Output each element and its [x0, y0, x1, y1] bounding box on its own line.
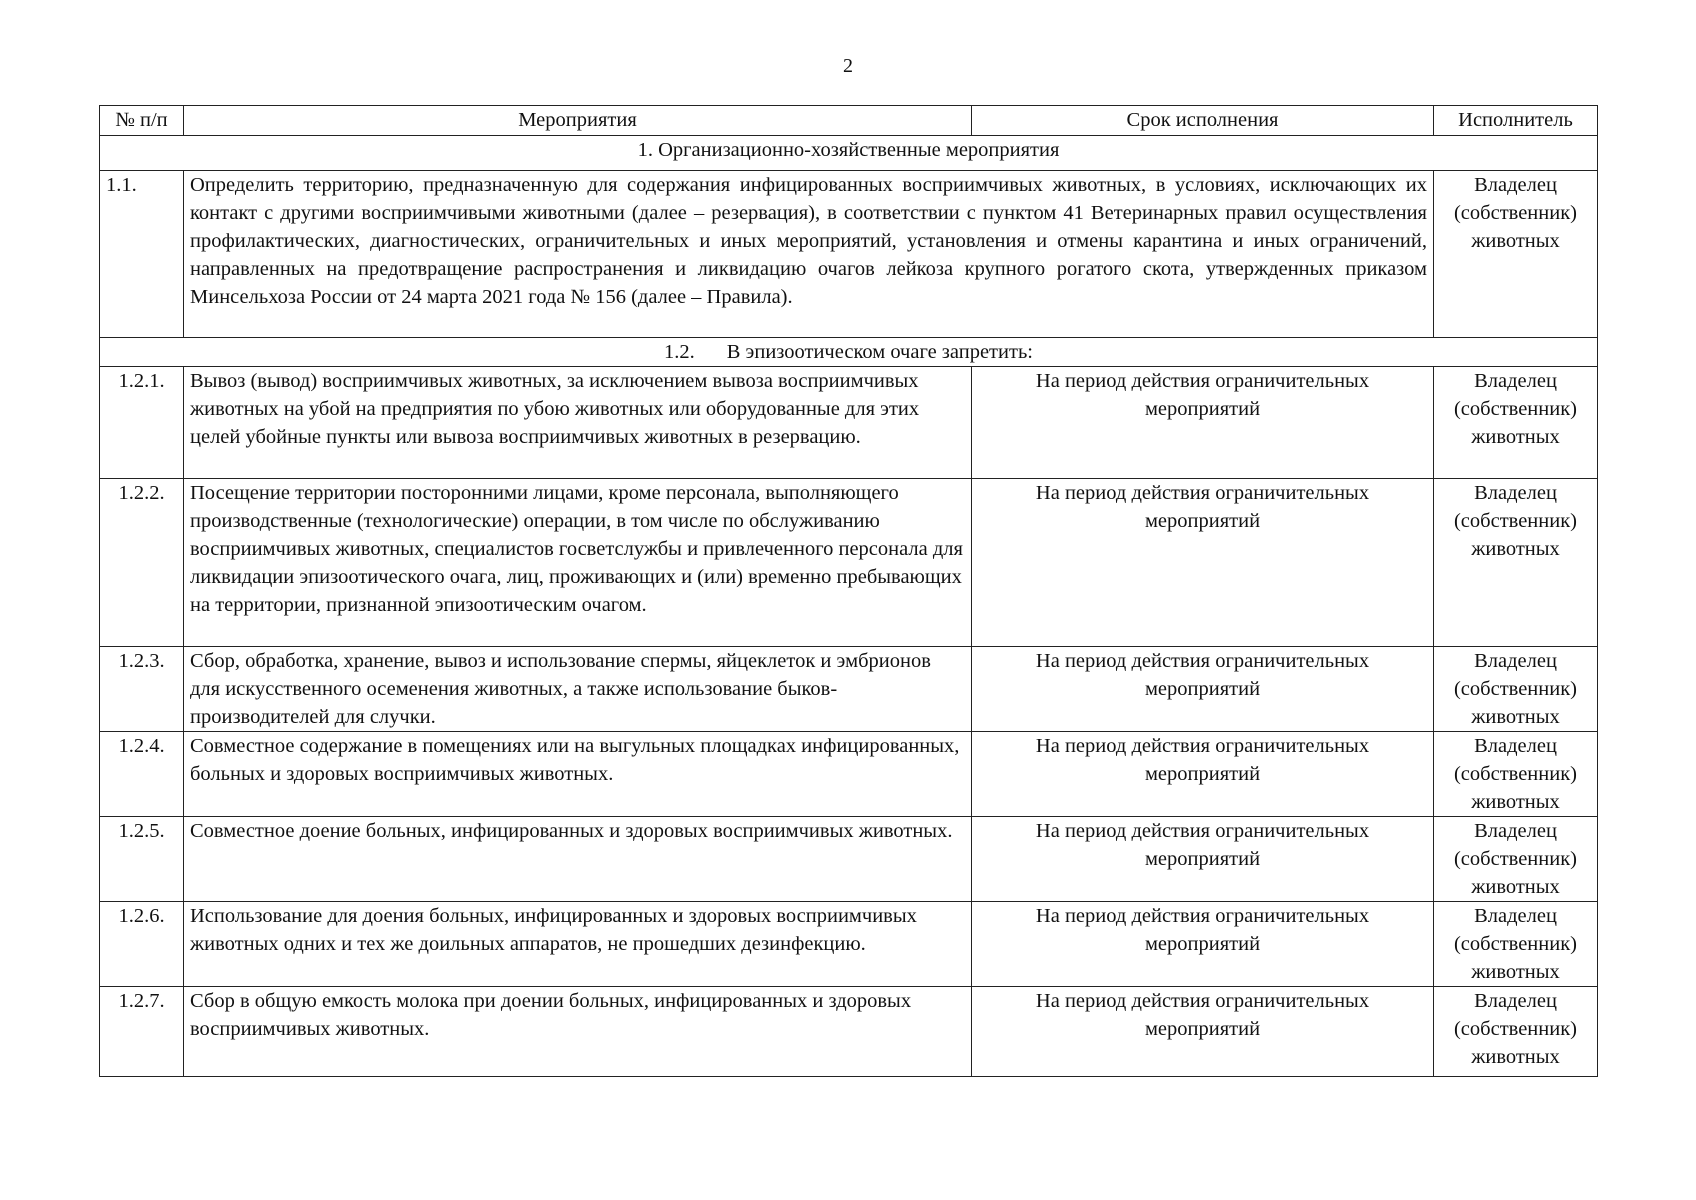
- row-text: Посещение территории посторонними лицами, кроме персонала, выполняющего производственные (технологические) операции, в том числе по обслуживанию восприимчивых животных, специалистов госветслужбы и привлеченного персонала для ликвидации эпизоотического очага, лиц, проживающих и (или) временно пребывающих на территории, признанной эпизоотическим очагом.: [184, 479, 972, 647]
- row-term: На период действия ограничительных мероприятий: [972, 902, 1434, 987]
- executor-line: (собственник): [1453, 1018, 1578, 1040]
- executor-line: Владелец: [1474, 482, 1557, 504]
- row-text: Совместное доение больных, инфицированных и здоровых восприимчивых животных.: [184, 817, 972, 902]
- section-title: 1. Организационно-хозяйственные мероприятия: [100, 136, 1598, 171]
- executor-line: Владелец: [1474, 990, 1557, 1012]
- table-row: [100, 902, 1598, 987]
- executor-line: животных: [1471, 538, 1560, 560]
- row-term: На период действия ограничительных мероприятий: [972, 732, 1434, 817]
- row-term: На период действия ограничительных мероприятий: [972, 367, 1434, 479]
- executor-line: животных: [1471, 876, 1560, 898]
- row-executor: [1434, 647, 1598, 732]
- executor-line: Владелец: [1474, 735, 1557, 757]
- executor-line: животных: [1471, 961, 1560, 983]
- executor-line: животных: [1471, 230, 1560, 252]
- executor-line: Владелец: [1474, 650, 1557, 672]
- executor-line: (собственник): [1453, 510, 1578, 532]
- measures-table: [99, 105, 1598, 1077]
- row-executor: [1434, 902, 1598, 987]
- row-executor: [1434, 171, 1598, 338]
- executor-line: животных: [1471, 791, 1560, 813]
- table-row: [100, 171, 1598, 338]
- table-row: [100, 647, 1598, 732]
- row-term: На период действия ограничительных мероприятий: [972, 647, 1434, 732]
- row-number: 1.2.5.: [100, 817, 184, 902]
- row-number: 1.2.7.: [100, 987, 184, 1077]
- header-executor: Исполнитель: [1434, 106, 1598, 136]
- executor-line: Владелец: [1474, 370, 1557, 392]
- executor-line: Владелец: [1474, 174, 1557, 196]
- row-number: 1.2.2.: [100, 479, 184, 647]
- row-number: 1.2.6.: [100, 902, 184, 987]
- executor-line: Владелец: [1474, 905, 1557, 927]
- table-row: [100, 367, 1598, 479]
- header-num: № п/п: [100, 106, 184, 136]
- row-number: 1.2.3.: [100, 647, 184, 732]
- row-term: На период действия ограничительных мероприятий: [972, 817, 1434, 902]
- executor-line: животных: [1471, 1046, 1560, 1068]
- executor-line: (собственник): [1453, 763, 1578, 785]
- row-executor: [1434, 732, 1598, 817]
- executor-line: (собственник): [1453, 933, 1578, 955]
- subheading: [100, 338, 1598, 367]
- row-number: 1.1.: [100, 171, 184, 338]
- subheading-number: 1.2.: [664, 341, 695, 363]
- table-row: [100, 817, 1598, 902]
- table-header-row: [100, 106, 1598, 136]
- row-text: Использование для доения больных, инфицированных и здоровых восприимчивых животных одних и тех же доильных аппаратов, не прошедших дезинфекцию.: [184, 902, 972, 987]
- row-text: Вывоз (вывод) восприимчивых животных, за исключением вывоза восприимчивых животных на убой на предприятия по убою животных или оборудованные для этих целей убойные пункты или вывоза восприимчивых животных в резервацию.: [184, 367, 972, 479]
- executor-line: (собственник): [1453, 678, 1578, 700]
- executor-line: животных: [1471, 426, 1560, 448]
- row-text: Сбор в общую емкость молока при доении больных, инфицированных и здоровых восприимчивых животных.: [184, 987, 972, 1077]
- executor-line: животных: [1471, 706, 1560, 728]
- row-text: Сбор, обработка, хранение, вывоз и использование спермы, яйцеклеток и эмбрионов для искусственного осеменения животных, а также использование быков-производителей для случки.: [184, 647, 972, 732]
- table-row: [100, 732, 1598, 817]
- subheading-text: В эпизоотическом очаге запретить:: [726, 341, 1033, 363]
- row-executor: [1434, 479, 1598, 647]
- executor-line: (собственник): [1453, 398, 1578, 420]
- table-row: [100, 479, 1598, 647]
- row-term: На период действия ограничительных мероприятий: [972, 987, 1434, 1077]
- subheading-row: [100, 338, 1598, 367]
- executor-line: (собственник): [1453, 202, 1578, 224]
- row-executor: [1434, 817, 1598, 902]
- row-number: 1.2.4.: [100, 732, 184, 817]
- row-text: Совместное содержание в помещениях или на выгульных площадках инфицированных, больных и здоровых восприимчивых животных.: [184, 732, 972, 817]
- row-number: 1.2.1.: [100, 367, 184, 479]
- executor-line: (собственник): [1453, 848, 1578, 870]
- page-number: 2: [843, 55, 853, 77]
- row-executor: [1434, 367, 1598, 479]
- header-measures: Мероприятия: [184, 106, 972, 136]
- section-row: [100, 136, 1598, 171]
- row-text: Определить территорию, предназначенную для содержания инфицированных восприимчивых животных, в условиях, исключающих их контакт с другими восприимчивыми животными (далее – резервация), в соответствии с пунктом 41 Ветеринарных правил осуществления профилактических, диагностических, ограничительных и иных мероприятий, установления и отмены карантина и иных ограничений, направленных на предотвращение распространения и ликвидацию очагов лейкоза крупного рогатого скота, утвержденных приказом Минсельхоза России от 24 марта 2021 года № 156 (далее – Правила).: [184, 171, 1434, 338]
- header-term: Срок исполнения: [972, 106, 1434, 136]
- executor-line: Владелец: [1474, 820, 1557, 842]
- row-term: На период действия ограничительных мероприятий: [972, 479, 1434, 647]
- row-executor: [1434, 987, 1598, 1077]
- table-row: [100, 987, 1598, 1077]
